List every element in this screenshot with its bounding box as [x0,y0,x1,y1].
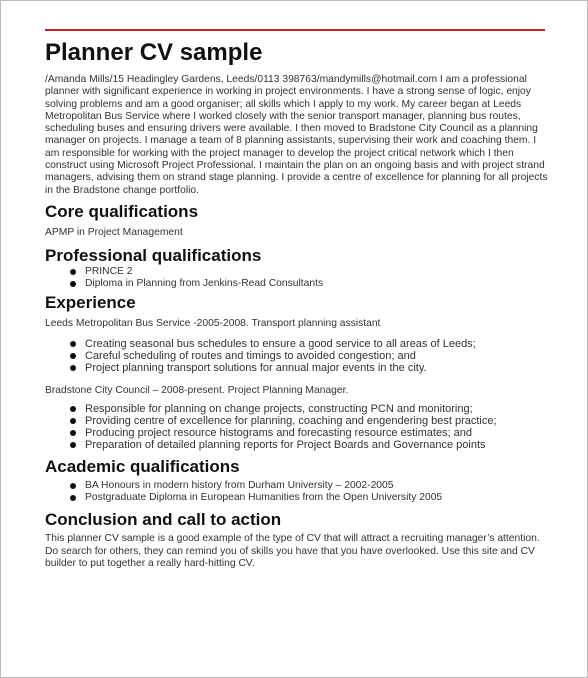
list-item: Providing centre of excellence for planning, coaching and engendering best practice; [85,415,548,427]
page-title: Planner CV sample [45,39,263,66]
list-item: Diploma in Planning from Jenkins-Read Consultants [85,278,548,290]
list-item: Preparation of detailed planning reports for Project Boards and Governance points [85,439,548,451]
list-item: Project planning transport solutions for annual major events in the city. [85,362,548,374]
professional-qualifications-heading: Professional qualifications [45,246,262,266]
accent-rule [45,29,545,31]
academic-qualifications-list [45,480,548,503]
core-qualifications-text: APMP in Project Management [45,226,183,238]
job-title: Bradstone City Council – 2008-present. Project Planning Manager. [45,384,349,396]
list-item: Producing project resource histograms and forecasting resource estimates; and [85,427,548,439]
conclusion-heading: Conclusion and call to action [45,510,282,530]
academic-qualifications-heading: Academic qualifications [45,457,240,477]
conclusion-paragraph: This planner CV sample is a good example of the type of CV that will attract a recruiting manager’s attention. Do search for others, they can remind you of skills you have that you have overlooked. Use this site and CV builder to put together a really hard-hitting CV. [45,533,540,569]
list-item: BA Honours in modern history from Durham University – 2002-2005 [85,480,548,492]
job-title: Leeds Metropolitan Bus Service -2005-2008. Transport planning assistant [45,318,381,330]
intro-paragraph: /Amanda Mills/15 Headingley Gardens, Leeds/0113 398763/mandymills@hotmail.com I am a professional planner with significant experience in working in project environments. I have a strong sense of logic, enjoy solving problems and am a good organiser; all skills which I apply to my work. My career began at Leeds Metropolitan Bus Service where I worked closely with the senior transport manager, planning bus routes, scheduling buses and ensuring drivers were available. I then moved to Bradstone City Council as a planning manager on projects. I manage a team of 8 planning assistants, supervising their work and coaching them. I am responsible for working with the project manager to develop the project critical network which I then construct using Microsoft Project Professional. I maintain the plan on an ongoing basis and with project strand managers, advising them on strand stage planning. I provide a centre of excellence for planning for all projects in the Bradstone change portfolio. [45,74,548,196]
list-item: Creating seasonal bus schedules to ensure a good service to all areas of Leeds; [85,338,548,350]
core-qualifications-heading: Core qualifications [45,201,199,221]
experience-heading: Experience [45,293,136,313]
job-duties-list [45,403,548,451]
professional-qualifications-list [45,266,548,289]
list-item: PRINCE 2 [85,266,548,278]
job-duties-list [45,338,548,374]
cv-content [45,39,548,570]
list-item: Postgraduate Diploma in European Humanities from the Open University 2005 [85,492,548,504]
list-item: Careful scheduling of routes and timings to avoided congestion; and [85,350,548,362]
list-item: Responsible for planning on change projects, constructing PCN and monitoring; [85,403,548,415]
